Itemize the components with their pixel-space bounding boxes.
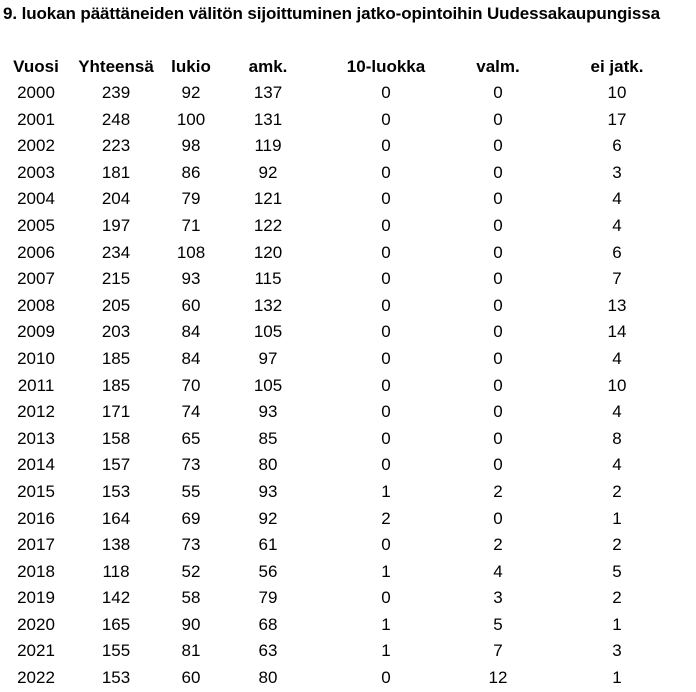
cell-vuosi: 2005	[17, 215, 55, 235]
cell-10-luokka: 0	[381, 535, 391, 555]
cell-amk: 121	[253, 189, 283, 209]
table-row	[0, 319, 696, 346]
cell-yhteensa: 205	[101, 295, 131, 315]
cell-ei-jatk: 2	[612, 481, 622, 501]
cell-valm: 0	[493, 189, 503, 209]
cell-amk: 93	[258, 481, 278, 501]
cell-valm: 12	[488, 668, 508, 688]
cell-lukio: 92	[181, 83, 201, 102]
cell-10-luokka: 0	[381, 269, 391, 289]
cell-amk: 122	[253, 215, 283, 235]
column-header-vuosi: Vuosi	[13, 57, 59, 76]
cell-lukio: 52	[181, 561, 201, 581]
cell-ei-jatk: 6	[612, 136, 622, 156]
cell-ei-jatk: 4	[612, 215, 622, 235]
cell-lukio: 60	[181, 295, 201, 315]
cell-lukio: 73	[181, 455, 201, 475]
table-row	[0, 532, 696, 559]
cell-amk: 132	[253, 295, 283, 315]
cell-10-luokka: 0	[381, 109, 391, 129]
cell-ei-jatk: 1	[612, 668, 622, 688]
cell-vuosi: 2003	[17, 162, 55, 182]
cell-vuosi: 2002	[17, 136, 55, 156]
column-header-ei-jatk: ei jatk.	[590, 57, 644, 76]
cell-amk: 85	[258, 428, 278, 448]
cell-valm: 0	[493, 242, 503, 262]
cell-yhteensa: 215	[101, 269, 131, 289]
table-row	[0, 293, 696, 320]
cell-valm: 0	[493, 269, 503, 289]
cell-yhteensa: 158	[101, 428, 131, 448]
cell-10-luokka: 1	[381, 481, 391, 501]
cell-yhteensa: 153	[101, 668, 131, 688]
cell-ei-jatk: 4	[612, 348, 622, 368]
cell-valm: 0	[493, 428, 503, 448]
cell-ei-jatk: 10	[607, 375, 627, 395]
cell-amk: 92	[258, 508, 278, 528]
cell-ei-jatk: 2	[612, 588, 622, 608]
cell-amk: 92	[258, 162, 278, 182]
cell-valm: 0	[493, 109, 503, 129]
cell-yhteensa: 197	[101, 215, 131, 235]
cell-lukio: 69	[181, 508, 201, 528]
cell-vuosi: 2007	[17, 269, 55, 289]
cell-10-luokka: 0	[381, 83, 391, 102]
cell-lukio: 65	[181, 428, 201, 448]
data-table	[0, 54, 696, 692]
cell-lukio: 90	[181, 614, 201, 634]
cell-valm: 0	[493, 83, 503, 102]
cell-lukio: 73	[181, 535, 201, 555]
cell-vuosi: 2015	[17, 481, 55, 501]
table-row	[0, 559, 696, 586]
cell-ei-jatk: 4	[612, 189, 622, 209]
cell-ei-jatk: 1	[612, 508, 622, 528]
cell-lukio: 86	[181, 162, 201, 182]
table-row	[0, 133, 696, 160]
table-body	[0, 80, 696, 692]
table-row	[0, 452, 696, 479]
cell-vuosi: 2010	[17, 348, 55, 368]
column-header-valm: valm.	[476, 57, 520, 76]
cell-10-luokka: 0	[381, 402, 391, 422]
column-header-amk: amk.	[248, 57, 288, 76]
cell-10-luokka: 0	[381, 375, 391, 395]
cell-ei-jatk: 6	[612, 242, 622, 262]
cell-valm: 0	[493, 136, 503, 156]
cell-vuosi: 2009	[17, 322, 55, 342]
cell-ei-jatk: 10	[607, 83, 627, 102]
cell-amk: 119	[254, 136, 282, 156]
cell-vuosi: 2000	[17, 83, 55, 102]
cell-vuosi: 2006	[17, 242, 55, 262]
cell-ei-jatk: 14	[607, 322, 627, 342]
cell-10-luokka: 0	[381, 162, 391, 182]
cell-valm: 0	[493, 508, 503, 528]
cell-vuosi: 2018	[17, 561, 55, 581]
cell-yhteensa: 181	[101, 162, 131, 182]
cell-yhteensa: 248	[101, 109, 131, 129]
cell-valm: 0	[493, 322, 503, 342]
cell-ei-jatk: 1	[612, 614, 622, 634]
cell-yhteensa: 223	[101, 136, 131, 156]
cell-vuosi: 2021	[17, 641, 55, 661]
cell-10-luokka: 0	[381, 428, 391, 448]
table-row	[0, 506, 696, 533]
cell-amk: 115	[254, 269, 282, 289]
cell-ei-jatk: 3	[612, 162, 622, 182]
cell-10-luokka: 0	[381, 136, 391, 156]
column-header-yhteensa: Yhteensä	[78, 57, 154, 76]
cell-10-luokka: 1	[381, 641, 391, 661]
cell-vuosi: 2004	[17, 189, 55, 209]
cell-lukio: 58	[181, 588, 201, 608]
cell-vuosi: 2008	[17, 295, 55, 315]
cell-amk: 93	[258, 402, 278, 422]
cell-ei-jatk: 3	[612, 641, 622, 661]
cell-lukio: 84	[181, 322, 201, 342]
cell-valm: 0	[493, 162, 503, 182]
cell-ei-jatk: 13	[607, 295, 627, 315]
cell-10-luokka: 0	[381, 322, 391, 342]
table-row	[0, 186, 696, 213]
cell-valm: 4	[493, 561, 503, 581]
cell-valm: 7	[493, 641, 503, 661]
cell-amk: 131	[253, 109, 283, 129]
cell-10-luokka: 0	[381, 348, 391, 368]
cell-valm: 5	[493, 614, 503, 634]
table-row	[0, 346, 696, 373]
table-row	[0, 426, 696, 453]
cell-vuosi: 2016	[17, 508, 55, 528]
cell-ei-jatk: 2	[612, 535, 622, 555]
cell-yhteensa: 164	[101, 508, 131, 528]
cell-ei-jatk: 5	[612, 561, 622, 581]
cell-amk: 80	[258, 455, 278, 475]
cell-10-luokka: 0	[381, 215, 391, 235]
cell-amk: 97	[258, 348, 278, 368]
cell-valm: 2	[493, 481, 503, 501]
table-row	[0, 585, 696, 612]
cell-10-luokka: 0	[381, 455, 391, 475]
cell-lukio: 79	[181, 189, 201, 209]
cell-amk: 79	[258, 588, 278, 608]
column-header-lukio: lukio	[171, 57, 211, 76]
table-row	[0, 213, 696, 240]
cell-yhteensa: 185	[101, 375, 131, 395]
cell-amk: 120	[253, 242, 283, 262]
cell-amk: 61	[258, 535, 278, 555]
cell-lukio: 74	[181, 402, 201, 422]
cell-amk: 105	[253, 322, 283, 342]
table-row	[0, 266, 696, 293]
cell-amk: 137	[253, 83, 283, 102]
table-row	[0, 638, 696, 665]
cell-yhteensa: 155	[101, 641, 131, 661]
cell-lukio: 100	[176, 109, 206, 129]
cell-amk: 80	[258, 668, 278, 688]
cell-ei-jatk: 8	[612, 428, 622, 448]
cell-10-luokka: 0	[381, 189, 391, 209]
cell-lukio: 84	[181, 348, 201, 368]
cell-valm: 0	[493, 295, 503, 315]
cell-ei-jatk: 4	[612, 402, 622, 422]
table-row	[0, 665, 696, 692]
cell-10-luokka: 0	[381, 588, 391, 608]
cell-yhteensa: 204	[101, 189, 131, 209]
cell-vuosi: 2019	[17, 588, 55, 608]
table-row	[0, 399, 696, 426]
cell-vuosi: 2013	[17, 428, 55, 448]
cell-lukio: 108	[176, 242, 206, 262]
cell-ei-jatk: 4	[612, 455, 622, 475]
cell-valm: 2	[493, 535, 503, 555]
cell-lukio: 71	[181, 215, 201, 235]
table-row	[0, 107, 696, 134]
cell-vuosi: 2020	[17, 614, 55, 634]
cell-yhteensa: 153	[101, 481, 131, 501]
page-title: 9. luokan päättäneiden välitön sijoittuminen jatko-opintoihin Uudessakaupungissa	[3, 4, 660, 23]
cell-vuosi: 2022	[17, 668, 55, 688]
table-row	[0, 160, 696, 187]
cell-vuosi: 2012	[17, 402, 55, 422]
cell-valm: 0	[493, 455, 503, 475]
cell-yhteensa: 239	[101, 83, 131, 102]
cell-10-luokka: 0	[381, 295, 391, 315]
cell-ei-jatk: 7	[612, 269, 622, 289]
cell-yhteensa: 234	[101, 242, 131, 262]
cell-yhteensa: 157	[101, 455, 131, 475]
cell-vuosi: 2011	[17, 375, 55, 395]
cell-lukio: 98	[181, 136, 201, 156]
cell-yhteensa: 118	[102, 561, 130, 581]
cell-yhteensa: 165	[101, 614, 131, 634]
cell-lukio: 93	[181, 269, 201, 289]
cell-10-luokka: 2	[381, 508, 391, 528]
cell-10-luokka: 1	[381, 614, 391, 634]
table-row	[0, 80, 696, 107]
table-row	[0, 373, 696, 400]
cell-valm: 0	[493, 215, 503, 235]
cell-valm: 0	[493, 402, 503, 422]
cell-vuosi: 2017	[17, 535, 55, 555]
cell-yhteensa: 171	[101, 402, 131, 422]
cell-yhteensa: 142	[101, 588, 131, 608]
cell-yhteensa: 203	[101, 322, 131, 342]
cell-10-luokka: 1	[381, 561, 391, 581]
cell-lukio: 55	[181, 481, 201, 501]
cell-yhteensa: 185	[101, 348, 131, 368]
table-row	[0, 612, 696, 639]
cell-amk: 63	[258, 641, 278, 661]
table-row	[0, 240, 696, 267]
cell-valm: 3	[493, 588, 503, 608]
cell-valm: 0	[493, 375, 503, 395]
cell-lukio: 70	[181, 375, 201, 395]
cell-valm: 0	[493, 348, 503, 368]
cell-amk: 105	[253, 375, 283, 395]
table-header-row	[0, 54, 696, 80]
cell-lukio: 81	[181, 641, 201, 661]
cell-vuosi: 2001	[17, 109, 55, 129]
cell-10-luokka: 0	[381, 668, 391, 688]
table-row	[0, 479, 696, 506]
cell-10-luokka: 0	[381, 242, 391, 262]
cell-lukio: 60	[181, 668, 201, 688]
cell-ei-jatk: 17	[607, 109, 627, 129]
cell-amk: 68	[258, 614, 278, 634]
cell-yhteensa: 138	[101, 535, 131, 555]
cell-vuosi: 2014	[17, 455, 55, 475]
cell-amk: 56	[258, 561, 278, 581]
column-header-10-luokka: 10-luokka	[346, 57, 426, 76]
